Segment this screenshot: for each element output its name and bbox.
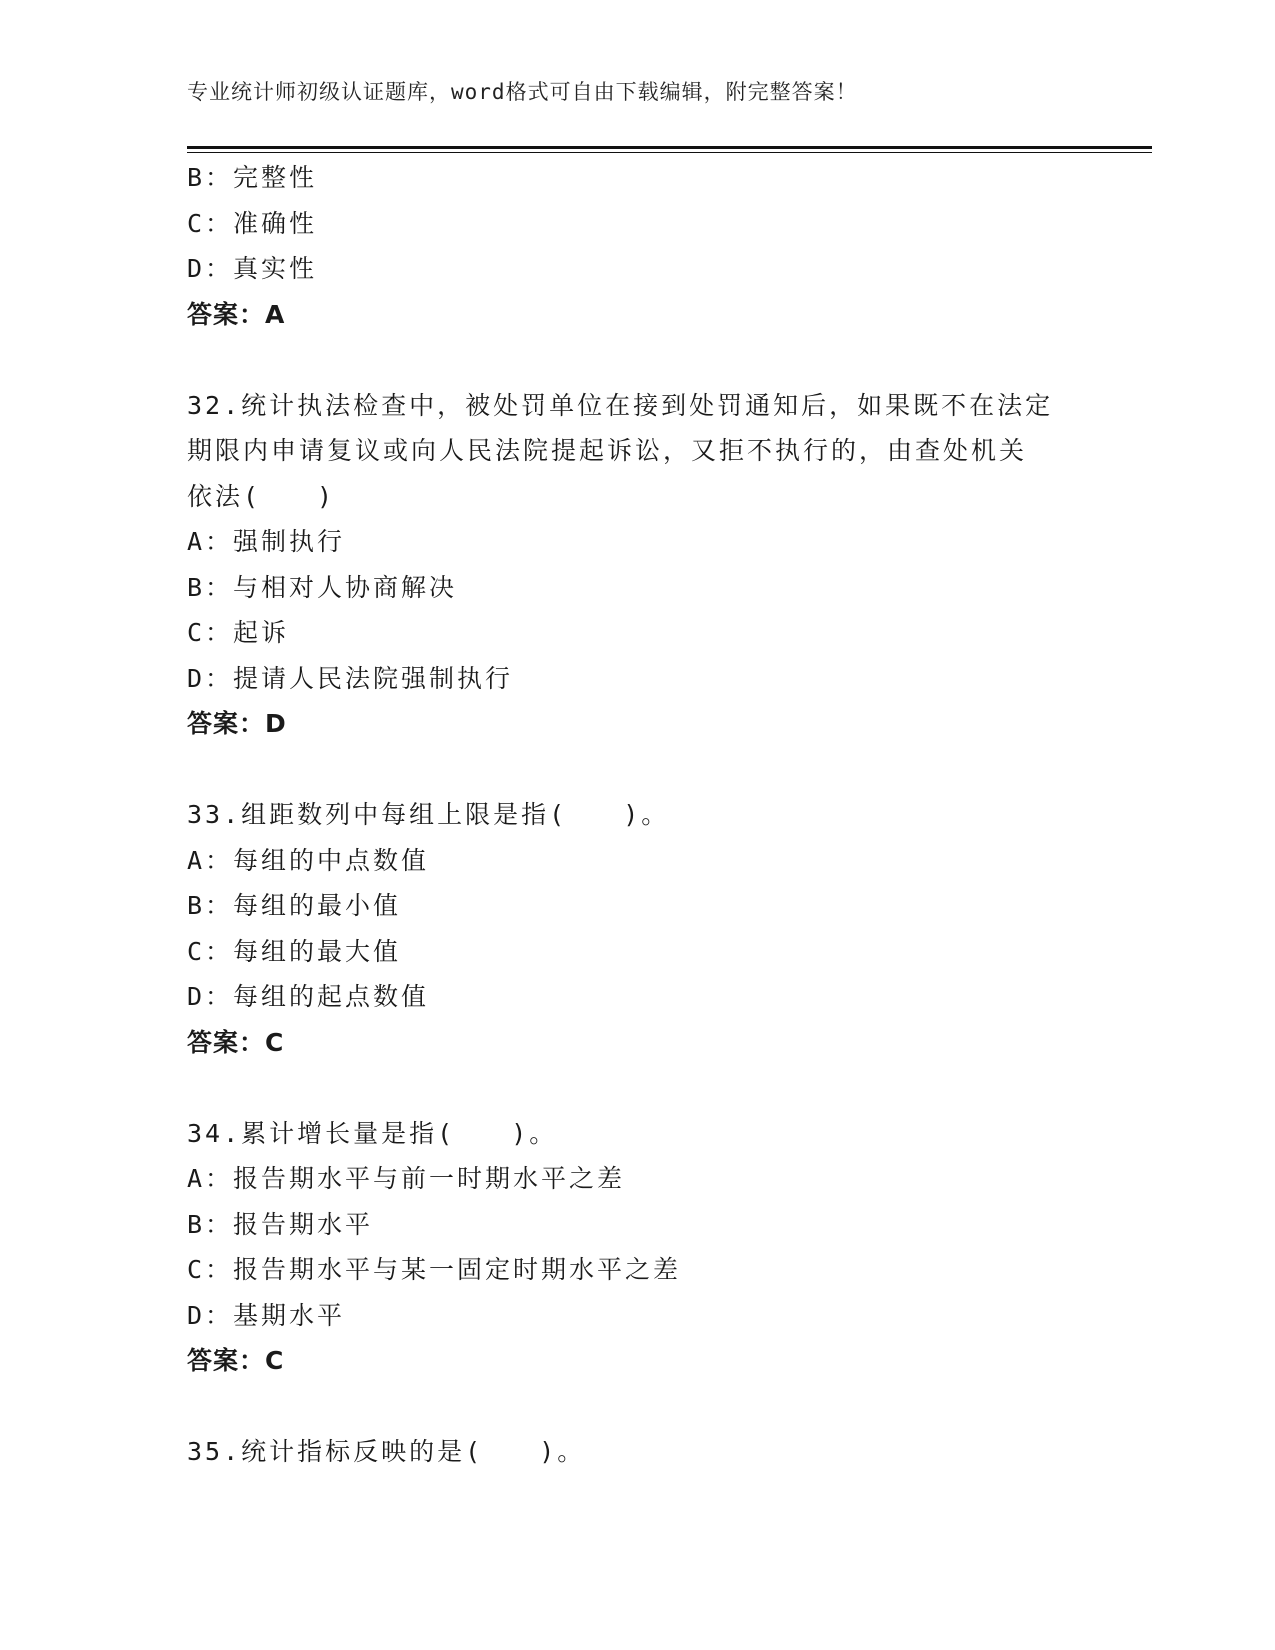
option-b: B：与相对人协商解决: [187, 572, 458, 602]
answer: 答案：C: [187, 1027, 285, 1057]
document-header: 专业统计师初级认证题库，word格式可自由下载编辑，附完整答案！: [187, 80, 858, 104]
option-a: A：强制执行: [187, 527, 346, 556]
option-d: D：基期水平: [187, 1300, 346, 1330]
option-b: B：完整性: [187, 163, 318, 192]
option-c: C：报告期水平与某一固定时期水平之差: [187, 1255, 682, 1284]
answer: 答案：D: [187, 709, 287, 738]
option-b: B：每组的最小值: [187, 891, 402, 920]
header-rule-thick: [187, 146, 1152, 149]
option-d: D：提请人民法院强制执行: [187, 663, 514, 693]
option-b: B：报告期水平: [187, 1209, 374, 1239]
question-stem-line: 依法( ): [187, 481, 336, 511]
header-rule-thin: [187, 152, 1152, 153]
question-stem-line: 期限内申请复议或向人民法院提起诉讼，又拒不执行的，由查处机关: [187, 436, 1028, 465]
question-stem-line: 32.统计执法检查中，被处罚单位在接到处罚通知后，如果既不在法定: [187, 390, 1054, 420]
question-32: [187, 383, 1107, 747]
answer: 答案：A: [187, 299, 286, 329]
option-a: A：报告期水平与前一时期水平之差: [187, 1164, 626, 1193]
question-31-tail: [187, 155, 1107, 337]
option-c: C：准确性: [187, 208, 318, 238]
option-d: D：每组的起点数值: [187, 982, 430, 1011]
question-33: [187, 792, 1107, 1065]
question-35: [187, 1429, 1107, 1475]
question-stem: 33.组距数列中每组上限是指( )。: [187, 800, 670, 829]
option-c: C：起诉: [187, 618, 290, 647]
question-stem: 35.统计指标反映的是( )。: [187, 1437, 586, 1466]
question-content: [187, 155, 1107, 1475]
answer: 答案：C: [187, 1346, 285, 1375]
question-stem: 34.累计增长量是指( )。: [187, 1118, 558, 1148]
option-c: C：每组的最大值: [187, 936, 402, 966]
option-d: D：真实性: [187, 254, 318, 283]
option-a: A：每组的中点数值: [187, 845, 430, 875]
question-34: [187, 1111, 1107, 1384]
